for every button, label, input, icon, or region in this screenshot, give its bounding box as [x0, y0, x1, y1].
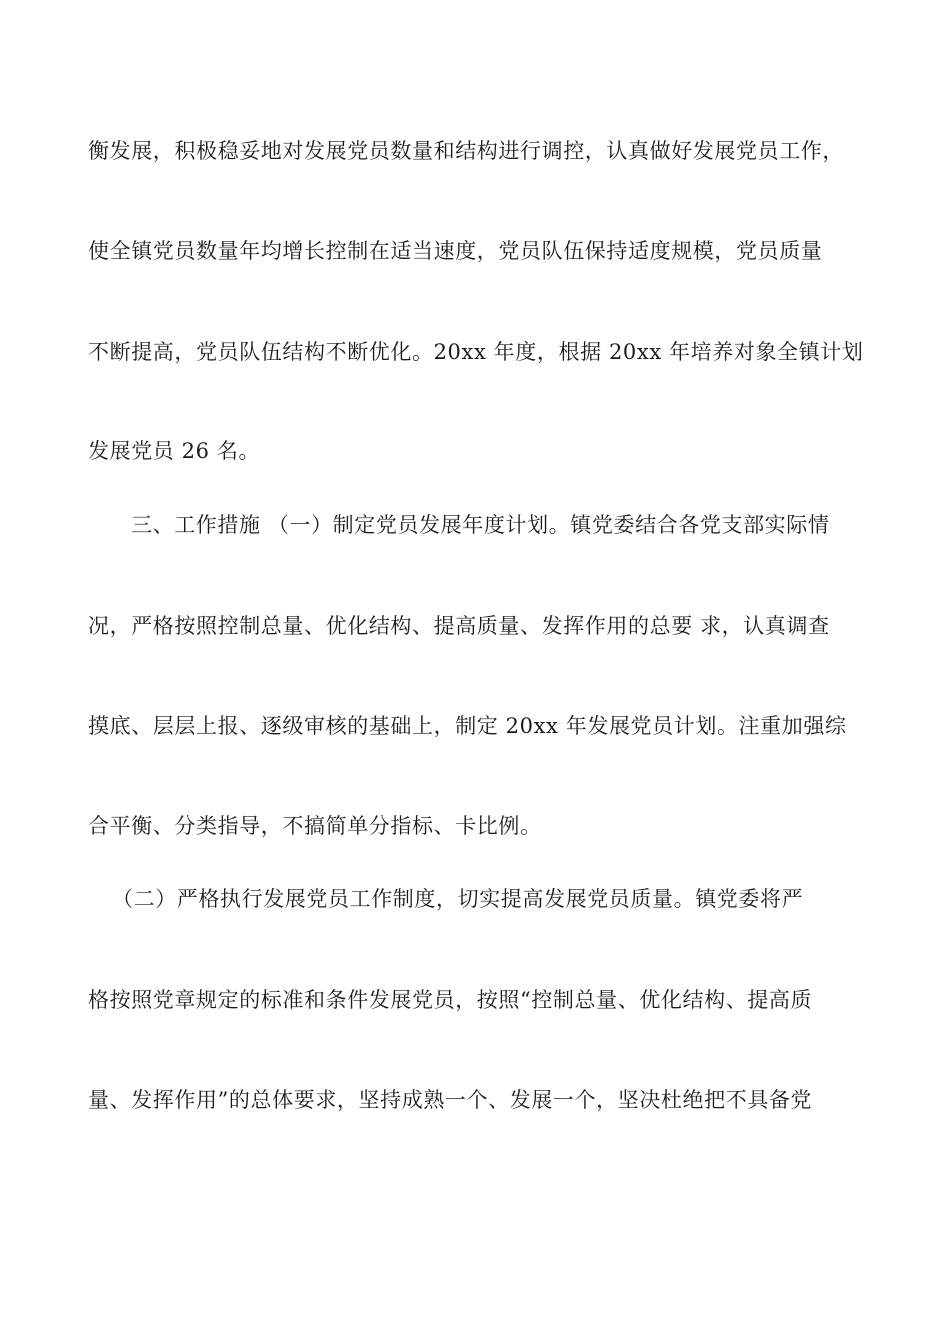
paragraph-line: 使全镇党员数量年均增长控制在适当速度，党员队伍保持适度规模，党员质量 — [88, 239, 823, 263]
paragraph-line: 衡发展，积极稳妥地对发展党员数量和结构进行调控，认真做好发展党员工作， — [88, 139, 844, 163]
section-heading-line: 三、工作措施 （一）制定党员发展年度计划。镇党委结合各党支部实际情 — [131, 513, 830, 537]
paragraph-line: 摸底、层层上报、逐级审核的基础上，制定 20xx 年发展党员计划。注重加强综 — [88, 714, 847, 738]
subsection-line: （二）严格执行发展党员工作制度，切实提高发展党员质量。镇党委将严 — [112, 887, 804, 911]
paragraph-line: 不断提高，党员队伍结构不断优化。20xx 年度，根据 20xx 年培养对象全镇计划 — [88, 340, 864, 364]
paragraph-line: 况，严格按照控制总量、优化结构、提高质量、发挥作用的总要 求，认真调查 — [88, 614, 830, 638]
paragraph-line: 发展党员 26 名。 — [88, 439, 261, 463]
paragraph-line: 合平衡、分类指导，不搞简单分指标、卡比例。 — [88, 814, 542, 838]
paragraph-line: 量、发挥作用”的总体要求，坚持成熟一个、发展一个，坚决杜绝把不具备党 — [88, 1088, 813, 1112]
paragraph-line: 格按照党章规定的标准和条件发展党员，按照“控制总量、优化结构、提高质 — [88, 988, 813, 1012]
